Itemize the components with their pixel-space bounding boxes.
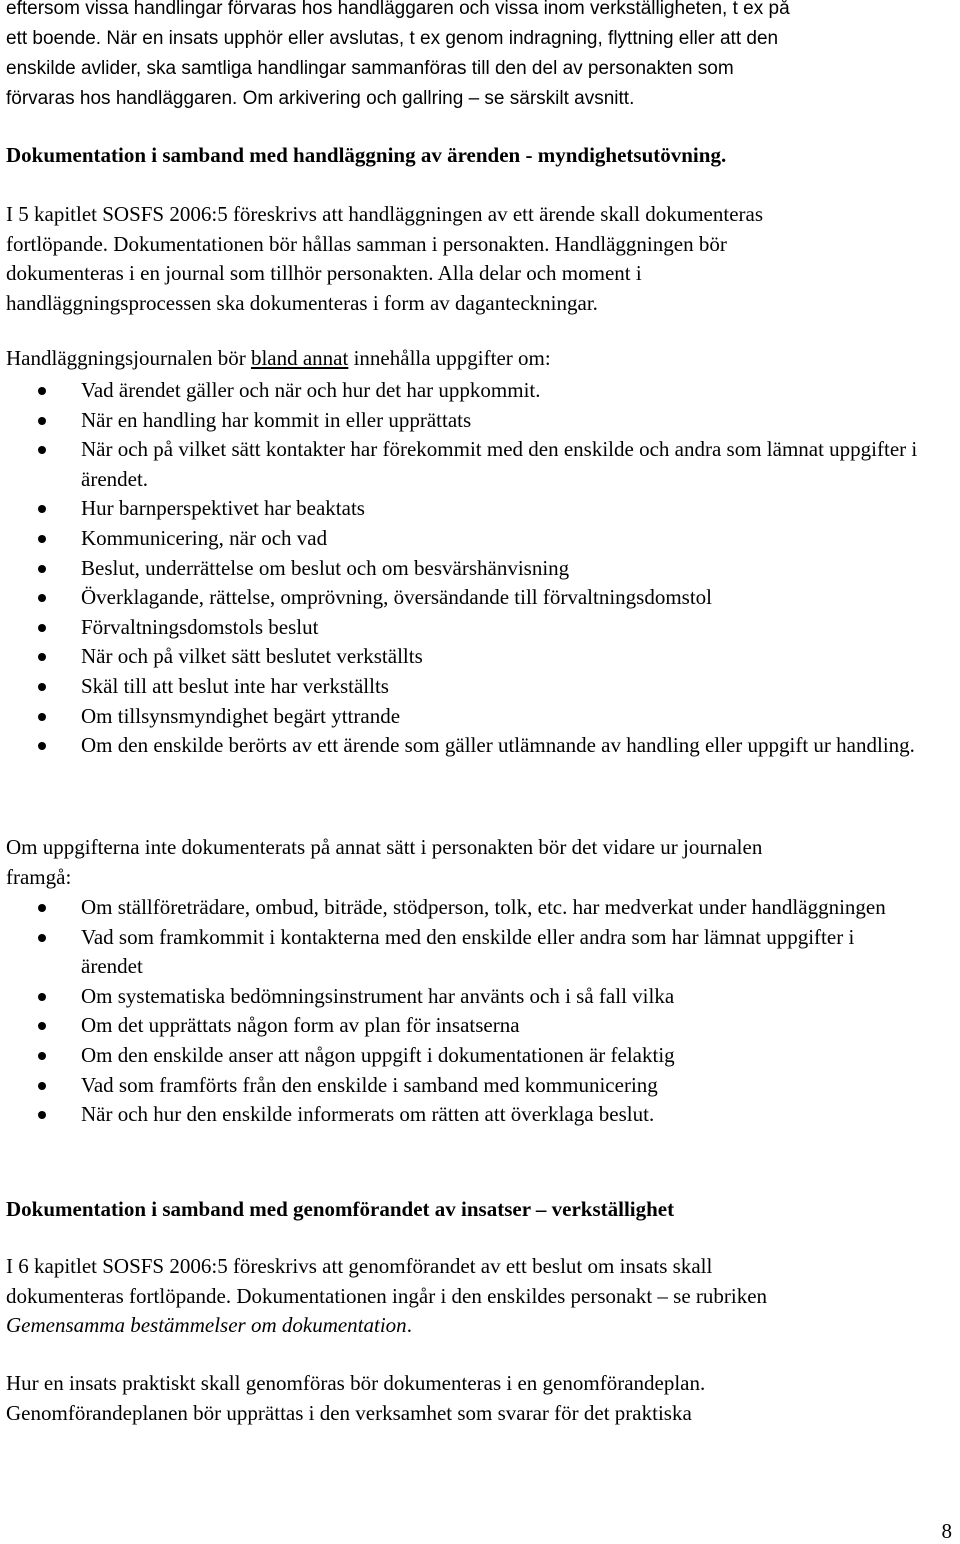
list-item <box>0 1011 960 1041</box>
bullet-icon <box>38 1052 46 1060</box>
list-item-text: Förvaltningsdomstols beslut <box>81 614 319 639</box>
list-item <box>0 524 960 554</box>
bullet-icon <box>38 683 46 691</box>
text-line: framgå: <box>6 864 72 889</box>
list-item <box>0 613 960 643</box>
list-item-text: När och hur den enskilde informerats om rätten att överklaga beslut. <box>81 1102 655 1127</box>
text-line: fortlöpande. Dokumentationen bör hållas samman i personakten. Handläggningen bör <box>6 231 727 256</box>
text-line: dokumenteras i en journal som tillhör personakten. Alla delar och moment i <box>6 261 642 285</box>
list-item-text: Om ställföreträdare, ombud, biträde, stödperson, tolk, etc. har medverkat under handläggningen <box>81 895 886 919</box>
journal-contents-list <box>0 376 960 761</box>
list-item <box>0 494 960 524</box>
list-item-text: Vad som framförts från den enskilde i samband med kommunicering <box>81 1072 658 1097</box>
underlined-text: bland annat <box>250 346 349 370</box>
section2-paragraph-2 <box>6 1369 956 1428</box>
bullet-icon <box>38 446 46 454</box>
section-heading-verkstallighet: Dokumentation i samband med genomförandet av insatser – verkställighet <box>6 1197 675 1221</box>
punctuation: . <box>406 1313 412 1337</box>
list-intro <box>6 344 956 374</box>
list-item <box>0 731 960 761</box>
list-item <box>0 376 960 406</box>
list-item <box>0 982 960 1012</box>
bullet-icon <box>38 713 46 721</box>
bullet-icon <box>38 1022 46 1030</box>
list-item <box>0 554 960 584</box>
bullet-icon <box>38 417 46 425</box>
list-item <box>0 406 960 436</box>
list-item-text: När en handling har kommit in eller upprättats <box>81 407 472 432</box>
bullet-icon <box>38 535 46 543</box>
text-line: Genomförandeplanen bör upprättas i den verksamhet som svarar för det praktiska <box>6 1400 692 1425</box>
second-list-intro <box>6 833 956 892</box>
intro-paragraph <box>6 0 956 114</box>
bullet-icon <box>38 653 46 661</box>
list-item <box>0 923 960 982</box>
section2-paragraph-1 <box>6 1252 956 1341</box>
text-line: I 6 kapitlet SOSFS 2006:5 föreskrivs att genomförandet av ett beslut om insats skall <box>6 1254 713 1278</box>
list-item-text: Om den enskilde berörts av ett ärende som gäller utlämnande av handling eller uppgift ur handling. <box>81 733 915 758</box>
list-item <box>0 642 960 672</box>
text-line: Hur en insats praktiskt skall genomföras bör dokumenteras i en genomförandeplan. <box>6 1371 706 1395</box>
list-item <box>0 1071 960 1101</box>
section1-paragraph <box>6 200 956 318</box>
list-item-text: Om den enskilde anser att någon uppgift i dokumentationen är felaktig <box>81 1042 675 1067</box>
list-item <box>0 702 960 732</box>
list-item-text: Hur barnperspektivet har beaktats <box>81 496 365 521</box>
bullet-icon <box>38 742 46 750</box>
text-line: förvaras hos handläggaren. Om arkivering och gallring – se särskilt avsnitt. <box>6 88 635 109</box>
bullet-icon <box>38 505 46 513</box>
list-item-text: Vad ärendet gäller och när och hur det har uppkommit. <box>81 378 541 402</box>
text-line: Om uppgifterna inte dokumenterats på annat sätt i personakten bör det vidare ur journalen <box>6 835 763 859</box>
list-item-text: När och på vilket sätt kontakter har förekommit med den enskilde och andra som lämnat uppgifter i ärendet. <box>81 437 918 491</box>
text-line: enskilde avlider, ska samtliga handlingar sammanföras till den del av personakten som <box>6 58 734 79</box>
list-item-text: Vad som framkommit i kontakterna med den enskilde eller andra som har lämnat uppgifter i ärendet <box>81 924 855 979</box>
page-number: 8 <box>941 1519 952 1543</box>
list-item <box>0 1041 960 1071</box>
bullet-icon <box>38 1082 46 1090</box>
bullet-icon <box>38 904 46 912</box>
list-item-text: Beslut, underrättelse om beslut och om besvärshänvisning <box>81 555 570 580</box>
list-item <box>0 435 960 494</box>
list-item-text: Om tillsynsmyndighet begärt yttrande <box>81 703 401 728</box>
bullet-icon <box>38 934 46 942</box>
list-item-text: Om systematiska bedömningsinstrument har använts och i så fall vilka <box>81 983 675 1008</box>
text-line: ett boende. När en insats upphör eller avslutas, t ex genom indragning, flyttning eller att den <box>6 28 779 49</box>
bullet-icon <box>38 387 46 395</box>
bullet-icon <box>38 565 46 573</box>
text-line: I 5 kapitlet SOSFS 2006:5 föreskrivs att handläggningen av ett ärende skall dokumenteras <box>6 202 764 226</box>
section-heading-handlaggning: Dokumentation i samband med handläggning av ärenden - myndighetsutövning. <box>6 143 727 167</box>
list-item-text: Skäl till att beslut inte har verkställts <box>81 673 389 698</box>
list-item <box>0 583 960 613</box>
text-line: handläggningsprocessen ska dokumenteras i form av daganteckningar. <box>6 290 598 315</box>
text-line <box>6 1311 956 1341</box>
bullet-icon <box>38 1111 46 1119</box>
list-item <box>0 672 960 702</box>
list-intro-text: Handläggningsjournalen bör <box>6 346 251 370</box>
italic-reference: Gemensamma bestämmelser om dokumentation <box>6 1313 407 1337</box>
list-item <box>0 893 960 923</box>
text-line: eftersom vissa handlingar förvaras hos handläggaren och vissa inom verkställigheten, t ex på <box>6 0 790 19</box>
bullet-icon <box>38 624 46 632</box>
list-intro-text: innehålla uppgifter om: <box>348 346 551 370</box>
list-item <box>0 1100 960 1130</box>
additional-contents-list <box>0 893 960 1130</box>
text-line: dokumenteras fortlöpande. Dokumentationen ingår i den enskildes personakt – se rubriken <box>6 1283 768 1308</box>
list-item-text: Överklagande, rättelse, omprövning, översändande till förvaltningsdomstol <box>81 585 713 610</box>
list-item-text: Kommunicering, när och vad <box>81 525 328 550</box>
list-item-text: Om det upprättats någon form av plan för insatserna <box>81 1013 520 1038</box>
bullet-icon <box>38 594 46 602</box>
bullet-icon <box>38 993 46 1001</box>
list-item-text: När och på vilket sätt beslutet verkställts <box>81 644 423 669</box>
